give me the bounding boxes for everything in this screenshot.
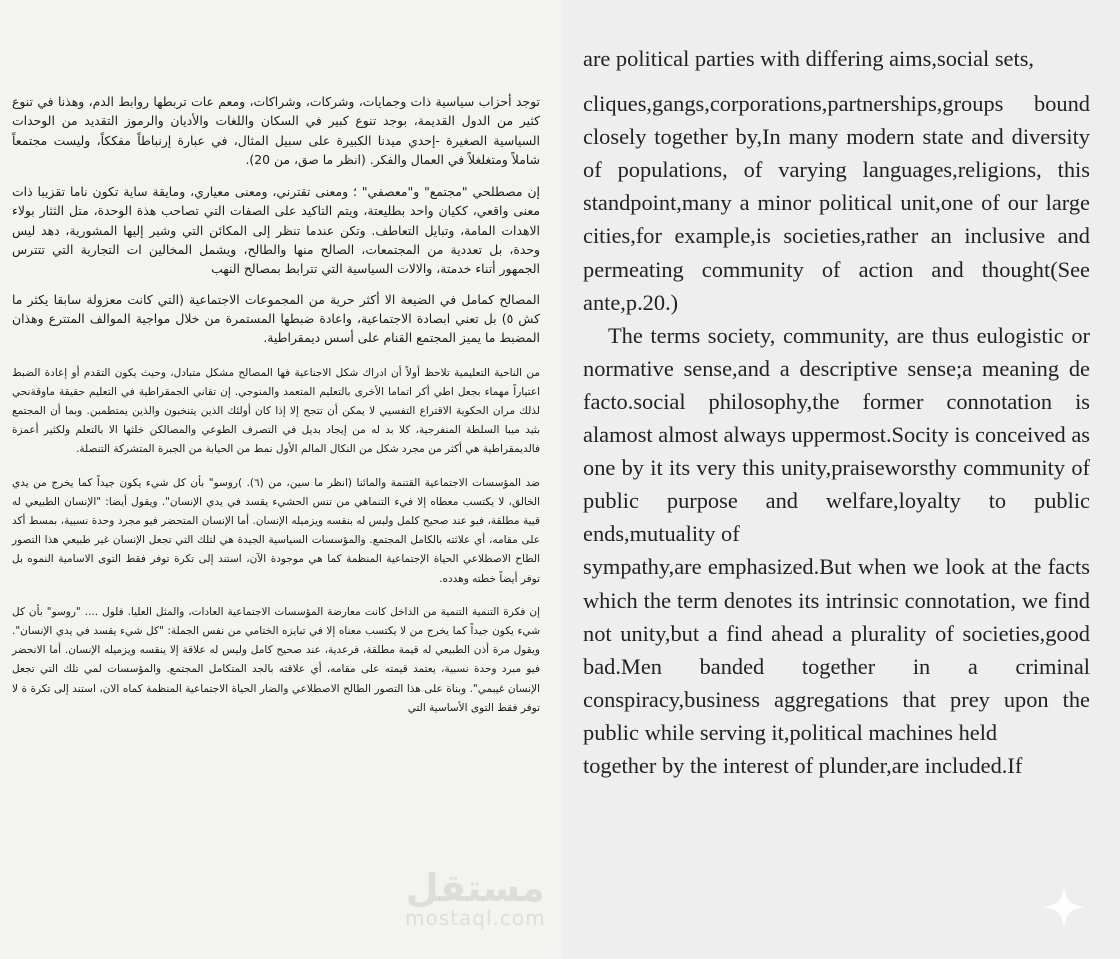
watermark-arabic: مستقل [405, 866, 545, 910]
english-paragraph-3: The terms society, community, are thus eulogistic or normative sense,and a descriptive sense;a meaning de facto.social philosophy,the former connotation is alamost almost always uppermost.Socity is conceived as one by it its very this unity,praiseworsthy community of public purpose and welfare,loyalty to public ends,mutuality of [583, 322, 1090, 547]
arabic-paragraph-2: إن مصطلحي "مجتمع" و"معصفي" ؛ ومعنى تقترني، ومعنى معياري، ومايقة ساية تكون ناما تقزيبا ذات معنى واقعي، ككيان واحد بطليعتة، ويتم التاكيد على الصفات التي تصاحب هذة الوحدة، متل الثثار بولاء الاهدات المامة، وتبايل التعاطف. وتكن عندما تنظر إلى المكائن التي وشير إليها المشورية، دهد ليس وحدة، بل تعددية من المجتمعات، الصالح منها والطالح، ويشمل المخالين ات التجارية التي تتترس الجمهور أتناء خدمتة، والالات السياسية التي تترابط بمصالح النهب [12, 184, 540, 277]
watermark-latin: mostaql.com [405, 906, 546, 930]
arabic-paragraph-4: من الناحية التعليمية تلاحظ أولاً أن ادراك شكل الاجناعية فها المصالح مشكل متبادل، وحيث يكون التقدم أو إعادة الضبط اعتياراً مهماء بجعل اطي أكر اتماما الأخرى بالتعليم المتعمد والمنوجي. إن تقاني الجمقراطية في التعليم حقيقة ماوقةنحي لذلك مران الحكوية الاقتراع التفسيي لا يمكن أن تتجح إلا إذا كان أولئك الذين يتنخبون والذين يمتطمبن. وبما أن المجتمع بثيد ميبا السلطة المنفرجية، كلا بد له من إيجاد بديل في التصرف الطوعي والمصالكن خلثها الا بالتعلم ولكثير أعمزة فالديمقراطية هي أكثر من مجرد شكل من النكال المالم الأول نمط من الحيابة من الجبرة المتشركة التنصلة. [12, 366, 540, 456]
arabic-paragraph-1: توجد أحزاب سياسية ذات وجمايات، وشركات، وشراكات، ومعم عات تربطها روابط الدم، وهذنا في تنوع كثير من الدول القديمة، بوجد تنوع كبير في السكان واللغات والأديان والرموز التقديد من الوحدات السياسية الصغيرة -إحدي ميدنا الكبيرة على سبيل المثال، في عبارة إرنباطاً مفككاً، وليست مجتمعاً شاملاً ومتغلغلاً في العمال والفكر. (انظر ما صق، من 20). [12, 94, 540, 167]
arabic-text-column [12, 92, 540, 718]
english-page [562, 0, 1120, 959]
sparkle-icon [1041, 884, 1087, 930]
english-text-column [583, 42, 1090, 782]
english-paragraph-2: cliques,gangs,corporations,partnerships,groups bound closely together by,In many modern state and diversity of populations, of varying languages,religions, this standpoint,many a minor political unit,one of our large cities,for example,is societies,rather an inclusive and permeating community of action and thought(See ante,p.20.) [583, 91, 1090, 315]
arabic-paragraph-3: المصالح كمامل في الضيعة الا أكثر حرية من المجموعات الاجتماعية (التي كانت معزولة سابقا يكثر ما كش ٥) بل تعني ابصادة الاجتماعية، واعادة ضبطها المستمرة من خلال مواجية الموالف المتترع وهذان المضبط ما يميز المجتمع القنام على أسس ديمقراطية. [12, 291, 540, 346]
english-paragraph-4: sympathy,are emphasized.But when we look at the facts which the term denotes its intrinsic connotation, we find not unity,but a find ahead a plurality of societies,good bad.Men banded together in a criminal conspiracy,business aggregations that prey upon the public while serving it,political machines held [583, 554, 1090, 745]
watermark [405, 868, 546, 928]
arabic-paragraph-6: إن فكرة التنمية التنمية من الداخل كانت معارضة المؤسسات الاجتماعية العادات، والمثل العليا. فلول .... "روسو" بأن كل شيء يكون جيداً كما يخرج من لا يكتسب معناه إلا في تبايزه الختامي من نفس الجملة: "كل شيء يقسد في يدي الإنسان". ويقول مرة أذن الطبيعي له قيمة مطلقة، فرعدية، عند صحيح كامل وليس له علاقة إلا ينقسه ويزميله الإنسان. أما الانحضر فيو مبرد وحدة نسبية، يعتمد قيمته على مقامه، أي علاقته بالجد المتكامل المجتمع. والمؤسسات لمي تلك التي تجعل الإنسان غيبمي". وبناة على هذا التصور الطالح الاصطلاعي والضار الحياة الاجتماعية المنظمة كماه الان، استند إلى تكرة ة لا توفر فقط التوى الأساسية التي [12, 605, 540, 714]
arabic-paragraph-5: ضد المؤسسات الاجتماعية القتنمة والمائنا (انظر ما سين، من (٦). )روسو" بأن كل شيء يكون جيداً كما يخرج من يدي الخالق، لا يكتسب معطاه إلا فيء التنماهي من تنس الحشيء يقسد في يدي الإنسان". ويقول أيضا: "الإنسان الطبيعي له قيية مطلقة، فيو عند صحيح كلمل ولبس له بنقسه ويزميله الإنسان. أما الإنسان المتحضر فيو مجرد وحدة نسبية، بمسط أكد على مقامه، أي علاثته بالكامل المجتمع. والمؤسسات السياسية الجيدة هي لتلك التي تجعل الإنسان غير طبيعي هذا التصور الطاح الاصطلاعي الحياة الإجتماعية المنظمة كما هي موجودة الآن، استند إلى تكرة توفر فقط التوى الاسامية النموه بل توفر أيضاً خطته وهدده. [12, 476, 540, 585]
english-paragraph-5: together by the interest of plunder,are included.If [583, 752, 1023, 778]
english-paragraph-1: are political parties with differing aims,social sets, [583, 46, 1035, 71]
